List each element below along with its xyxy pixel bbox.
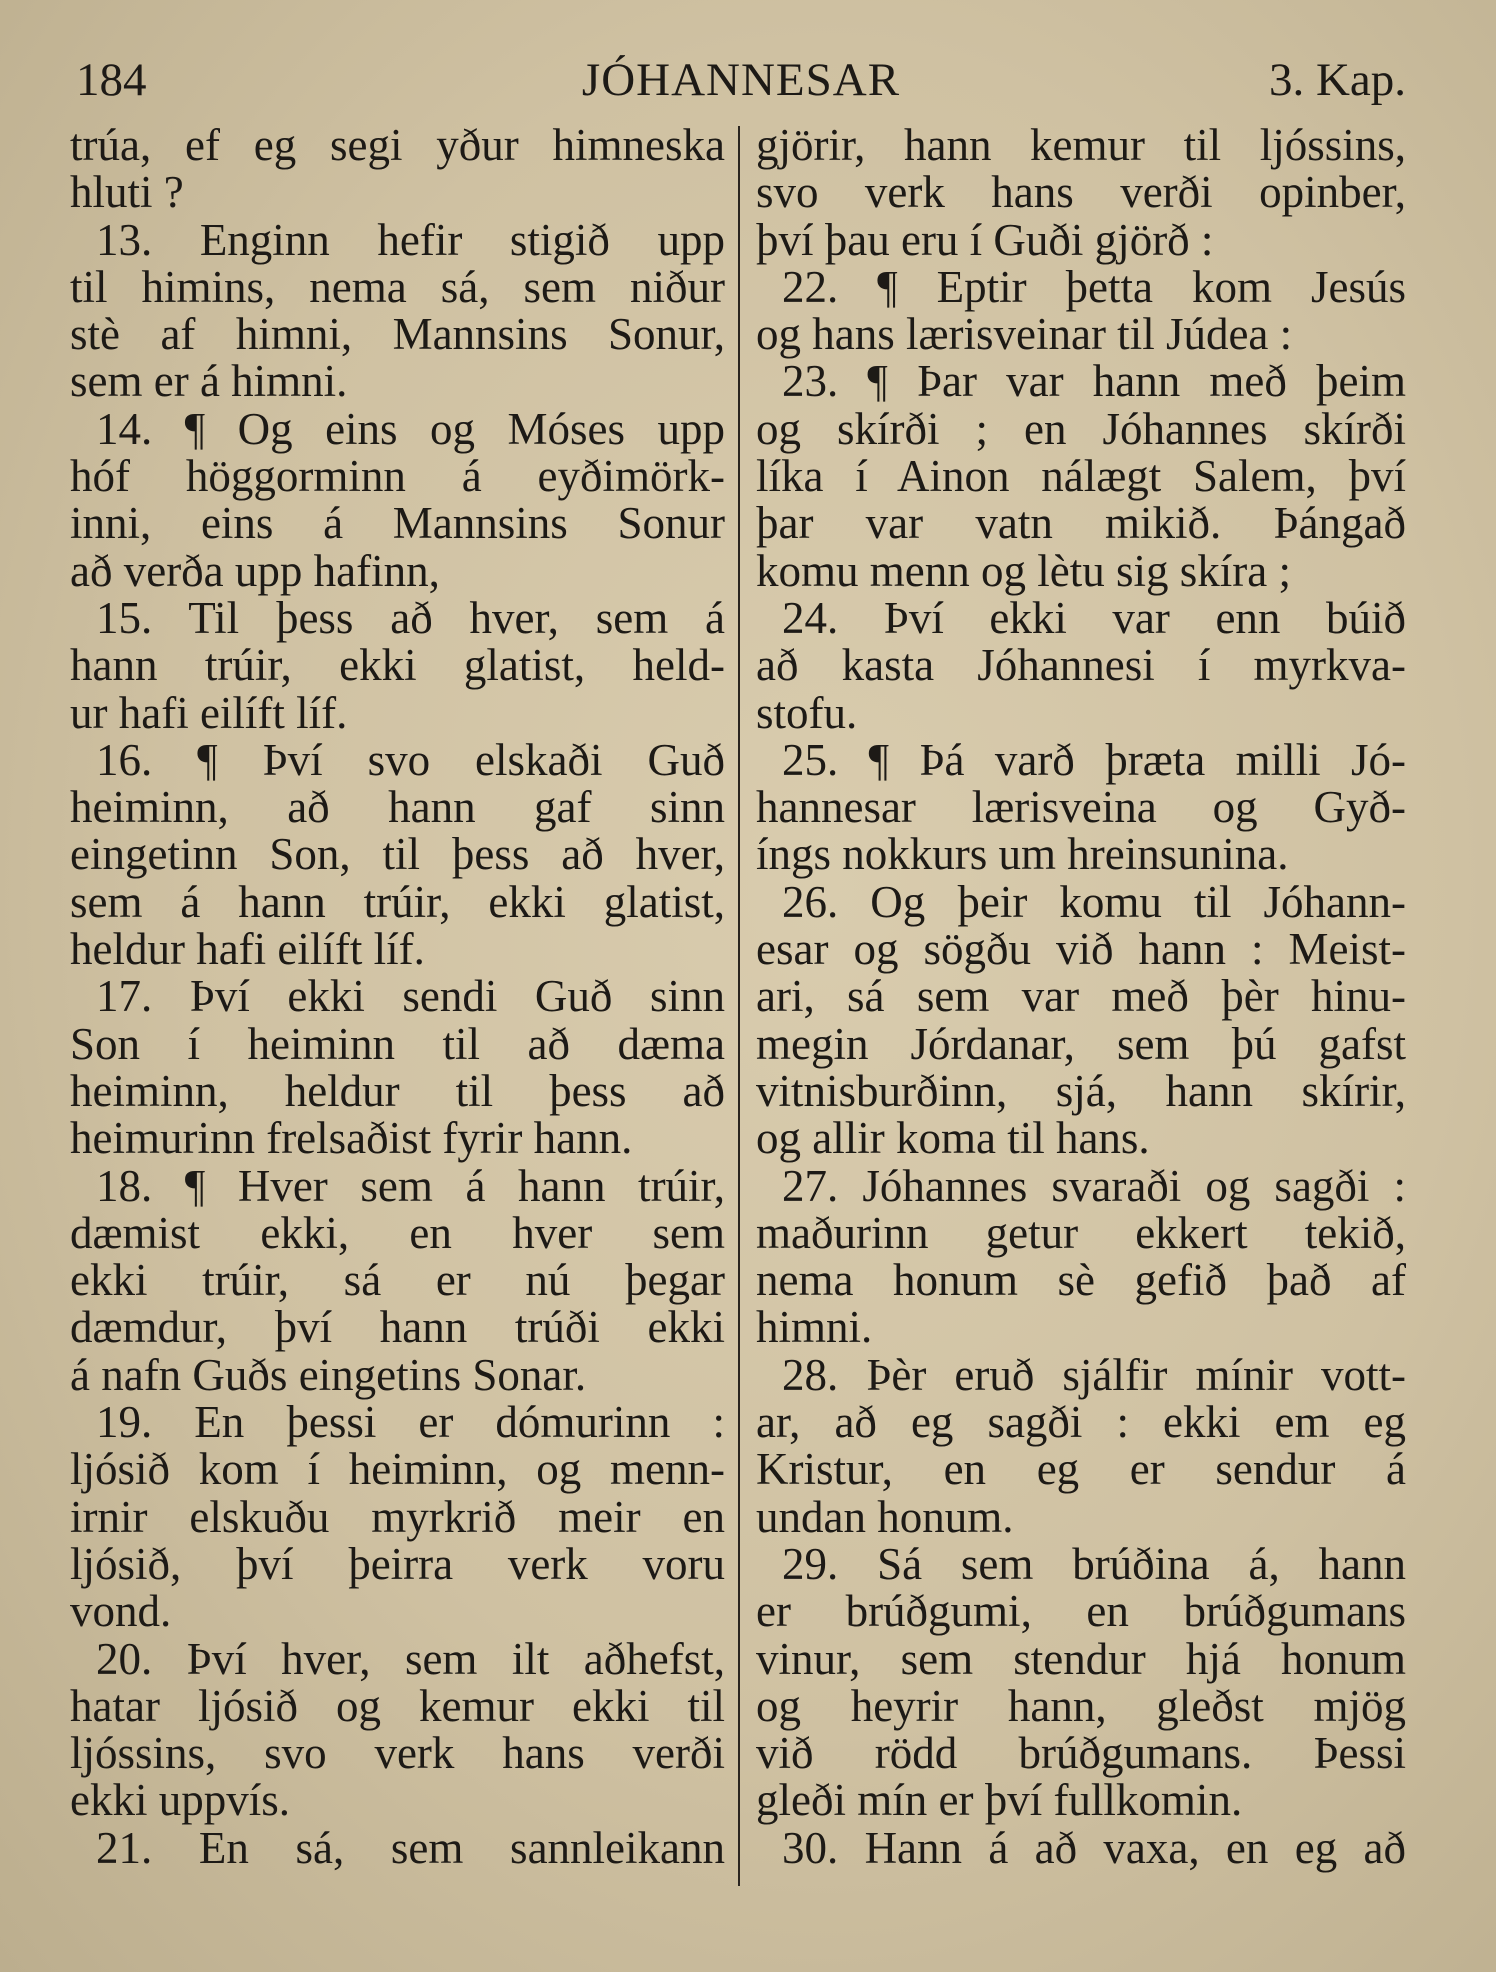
text-line: 19. En þessi er dómurinn :: [96, 1397, 725, 1448]
text-line: heimurinn frelsaðist fyrir hann.: [70, 1113, 633, 1164]
text-line: 18. ¶ Hver sem á hann trúir,: [96, 1160, 725, 1211]
text-line: trúa, ef eg segi yður himneska: [70, 120, 725, 170]
text-line: til himins, nema sá, sem niður: [70, 261, 725, 312]
text-line: 20. Því hver, sem ilt aðhefst,: [96, 1633, 725, 1684]
text-line: maðurinn getur ekkert tekið,: [756, 1207, 1406, 1258]
text-line: 16. ¶ Því svo elskaði Guð: [96, 734, 725, 785]
text-line: er brúðgumi, en brúðgumans: [756, 1586, 1406, 1637]
text-line: irnir elskuðu myrkrið meir en: [70, 1491, 725, 1542]
text-line: ekki trúir, sá er nú þegar: [70, 1255, 725, 1306]
text-line: 21. En sá, sem sannleikann: [96, 1822, 725, 1873]
text-line: hatar ljósið og kemur ekki til: [70, 1680, 725, 1731]
text-line: líka í Ainon nálægt Salem, því: [756, 451, 1406, 502]
text-line: vinur, sem stendur hjá honum: [756, 1633, 1406, 1684]
text-line: dæmdur, því hann trúði ekki: [70, 1302, 725, 1353]
text-line: stofu.: [756, 687, 858, 738]
text-line: og skírði ; en Jóhannes skírði: [756, 403, 1406, 454]
text-line: ar, að eg sagði : ekki em eg: [756, 1397, 1406, 1448]
text-line: við rödd brúðgumans. Þessi: [756, 1728, 1406, 1779]
text-line: undan honum.: [756, 1491, 1014, 1542]
left-text-column: [70, 122, 725, 1872]
text-line: hluti ?: [70, 167, 184, 218]
text-line: á nafn Guðs eingetins Sonar.: [70, 1349, 587, 1400]
text-line: hann trúir, ekki glatist, held-: [70, 640, 725, 691]
text-line: því þau eru í Guði gjörð :: [756, 214, 1214, 265]
text-line: og heyrir hann, gleðst mjög: [756, 1680, 1406, 1731]
text-line: 23. ¶ Þar var hann með þeim: [782, 356, 1406, 407]
right-text-column: [756, 122, 1406, 1872]
text-line: himni.: [756, 1302, 873, 1353]
text-line: hóf höggorminn á eyðimörk-: [70, 451, 725, 502]
text-line: og hans lærisveinar til Júdea :: [756, 309, 1293, 360]
column-divider: [738, 126, 740, 1886]
text-line: dæmist ekki, en hver sem: [70, 1207, 725, 1258]
text-line: Son í heiminn til að dæma: [70, 1018, 725, 1069]
text-line: sem er á himni.: [70, 356, 348, 407]
text-line: heldur hafi eilíft líf.: [70, 924, 425, 975]
text-line: heiminn, heldur til þess að: [70, 1065, 725, 1116]
text-line: 22. ¶ Eptir þetta kom Jesús: [782, 261, 1406, 312]
text-line: 27. Jóhannes svaraði og sagði :: [782, 1160, 1406, 1211]
text-line: ur hafi eilíft líf.: [70, 687, 348, 738]
chapter-label: 3. Kap.: [1268, 54, 1406, 106]
text-line: 30. Hann á að vaxa, en eg að: [782, 1822, 1406, 1873]
text-line: sem á hann trúir, ekki glatist,: [70, 876, 725, 927]
text-line: 13. Enginn hefir stigið upp: [96, 214, 725, 265]
text-line: megin Jórdanar, sem þú gafst: [756, 1018, 1406, 1069]
text-line: hannesar lærisveina og Gyð-: [756, 782, 1406, 833]
text-line: eingetinn Son, til þess að hver,: [70, 829, 725, 880]
text-line: að verða upp hafinn,: [70, 545, 440, 596]
text-line: stè af himni, Mannsins Sonur,: [70, 309, 725, 360]
text-line: 25. ¶ Þá varð þræta milli Jó-: [782, 734, 1406, 785]
text-line: ljóssins, svo verk hans verði: [70, 1728, 725, 1779]
text-line: 15. Til þess að hver, sem á: [96, 592, 725, 643]
text-line: heiminn, að hann gaf sinn: [70, 782, 725, 833]
text-line: 17. Því ekki sendi Guð sinn: [96, 971, 725, 1022]
text-line: 24. Því ekki var enn búið: [782, 592, 1406, 643]
text-line: að kasta Jóhannesi í myrkva-: [756, 640, 1406, 691]
text-line: ljósið, því þeirra verk voru: [70, 1538, 725, 1589]
text-line: 14. ¶ Og eins og Móses upp: [96, 403, 725, 454]
text-line: þar var vatn mikið. Þángað: [756, 498, 1406, 549]
text-line: 26. Og þeir komu til Jóhann-: [782, 876, 1406, 927]
text-line: íngs nokkurs um hreinsunina.: [756, 829, 1289, 880]
text-line: vond.: [70, 1586, 172, 1637]
page-number: 184: [76, 54, 147, 106]
text-line: komu menn og lètu sig skíra ;: [756, 545, 1291, 596]
text-line: inni, eins á Mannsins Sonur: [70, 498, 725, 549]
text-line: ljósið kom í heiminn, og menn-: [70, 1444, 725, 1495]
running-head: [76, 50, 1406, 110]
text-line: vitnisburðinn, sjá, hann skírir,: [756, 1065, 1406, 1116]
text-line: esar og sögðu við hann : Meist-: [756, 924, 1406, 975]
book-title: JÓHANNESAR: [581, 54, 901, 106]
text-line: nema honum sè gefið það af: [756, 1255, 1406, 1306]
text-line: Kristur, en eg er sendur á: [756, 1444, 1406, 1495]
text-line: ekki uppvís.: [70, 1775, 290, 1826]
text-line: 28. Þèr eruð sjálfir mínir vott-: [782, 1349, 1406, 1400]
text-line: 29. Sá sem brúðina á, hann: [782, 1538, 1406, 1589]
text-line: ari, sá sem var með þèr hinu-: [756, 971, 1406, 1022]
text-line: svo verk hans verði opinber,: [756, 167, 1406, 218]
text-line: gjörir, hann kemur til ljóssins,: [756, 120, 1406, 170]
text-line: gleði mín er því fullkomin.: [756, 1775, 1243, 1826]
text-line: og allir koma til hans.: [756, 1113, 1150, 1164]
